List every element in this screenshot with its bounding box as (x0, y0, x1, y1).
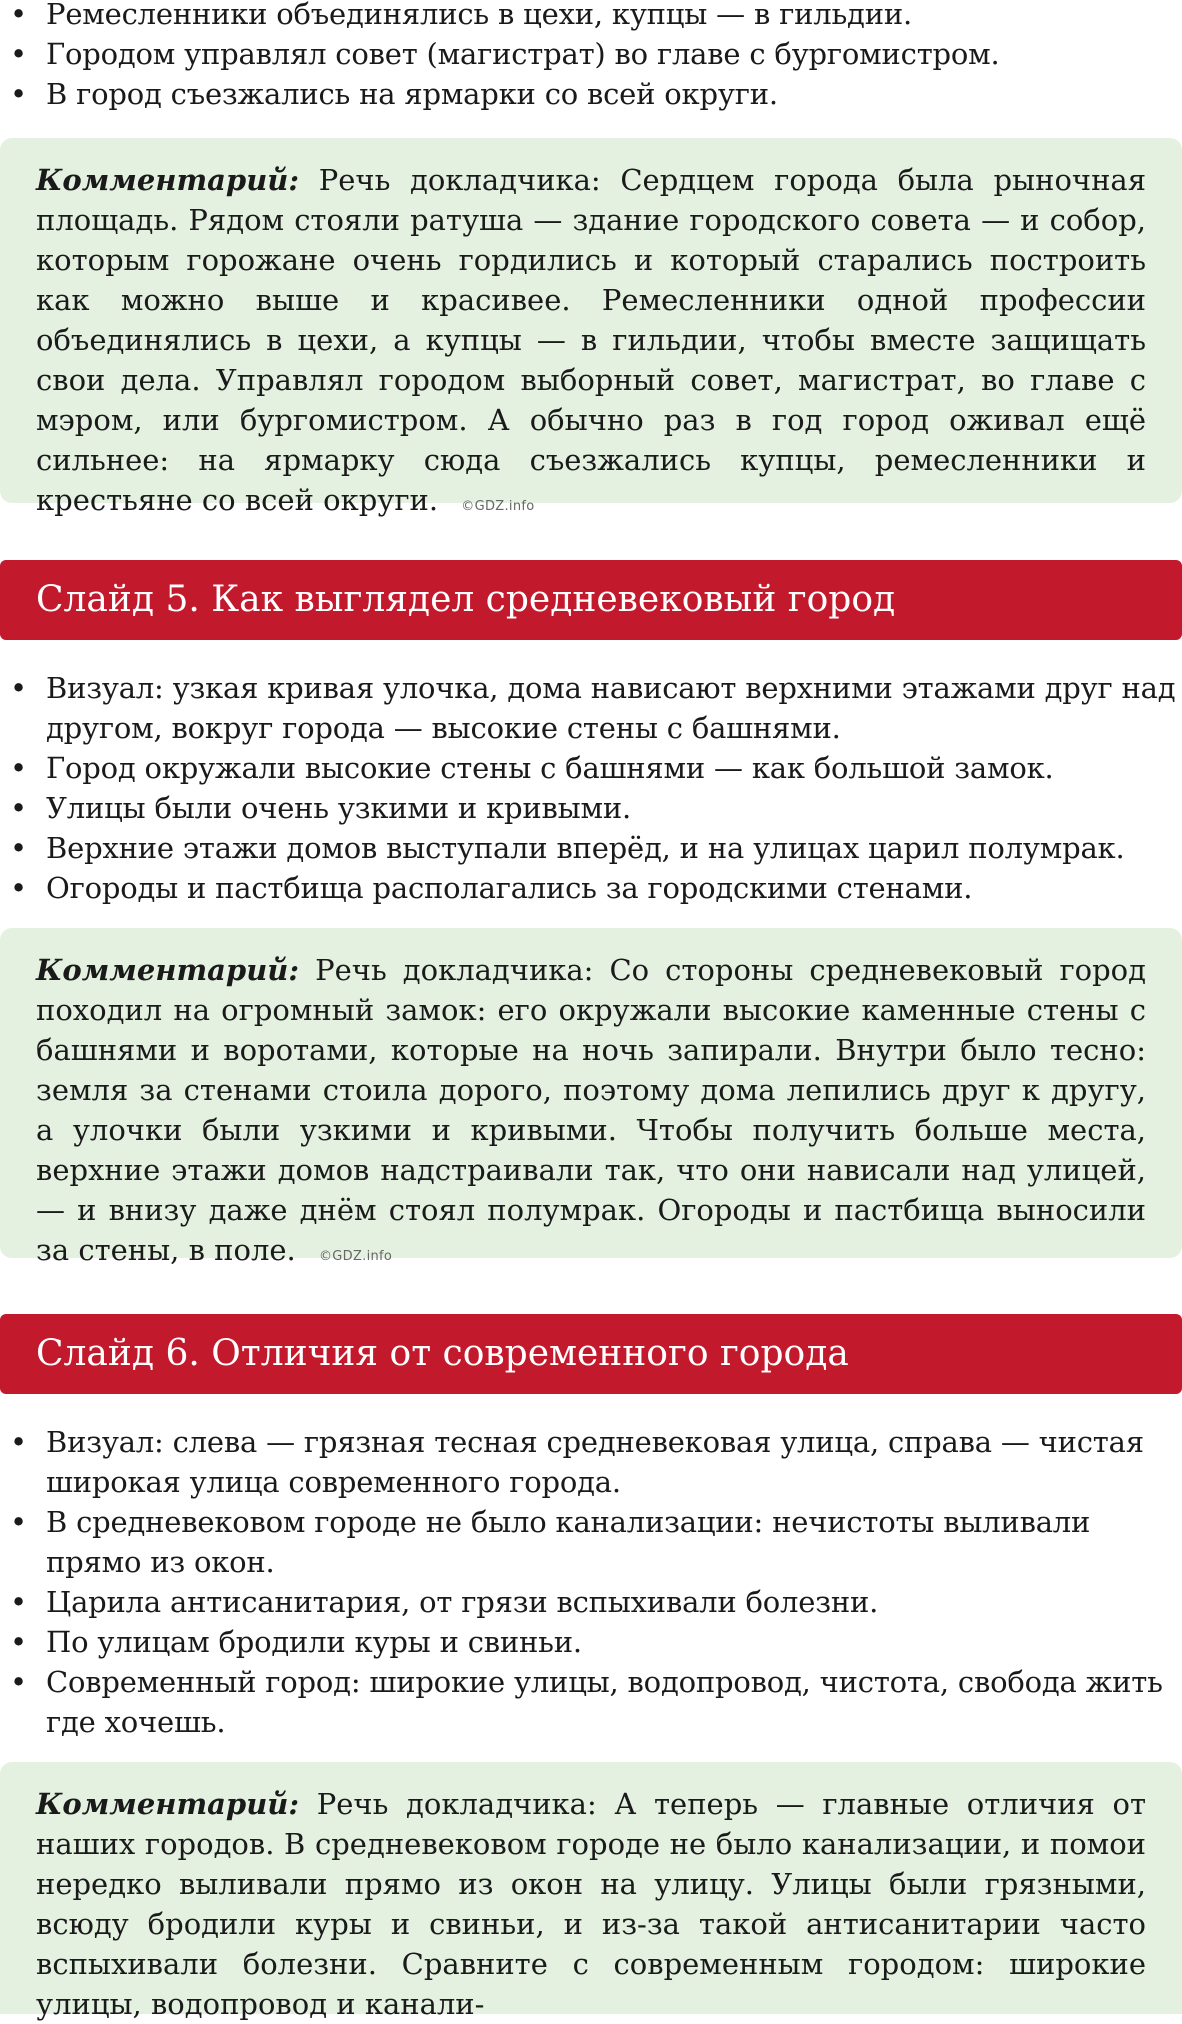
comment-text: Речь докладчика: А теперь — главные отличия от наших городов. В средневековом городе не было канализации, и помои нередко выливали прямо из окон на улицу. Улицы были грязными, всюду бродили куры и свиньи, и из-за такой антисанитарии часто вспыхивали болезни. Сравните с современным городом: широкие улицы, водопровод и канали- (36, 1787, 1146, 2021)
list-item: • Ремесленники объединялись в цехи, купцы — в гильдии. (10, 0, 912, 31)
slide-5-title: Слайд 5. Как выглядел средневековый город (0, 560, 1182, 640)
list-item: • Визуал: слева — грязная тесная средневековая улица, справа — чистая широкая улица современного города. (10, 1425, 1144, 1499)
list-item: • Визуал: узкая кривая улочка, дома нависают верхними этажами друг над другом, вокруг города — высокие стены с башнями. (10, 671, 1176, 745)
comment-box-slide-5 (0, 928, 1182, 1267)
watermark: ©GDZ.info (461, 499, 535, 514)
comment-label: Комментарий: (36, 953, 300, 987)
watermark: ©GDZ.info (318, 1249, 393, 1264)
list-item: • Улицы были очень узкими и кривыми. (10, 791, 632, 825)
bullet-list-slide-5 (0, 668, 1182, 908)
comment-text: Речь докладчика: Сердцем города была рыночная площадь. Рядом стояли ратуша — здание городского совета — и собор, которым горожане очень гордились и который старались построить как можно выше и красивее. Ремесленники одной профессии объединялись в цехи, а купцы — в гильдии, чтобы вместе защищать свои дела. Управлял городом выборный совет, магистрат, во главе с мэром, или бургомистром. А обычно раз в год город оживал ещё сильнее: на ярмарку сюда съезжались купцы, ремесленники и крестьяне со всей округи. (36, 163, 1146, 517)
list-item: • Современный город: широкие улицы, водопровод, чистота, свобода жить где хочешь. (10, 1665, 1163, 1739)
comment-label: Комментарий: (36, 163, 300, 197)
list-item: • Город окружали высокие стены с башнями — как большой замок. (10, 751, 1054, 785)
comment-text: Речь докладчика: Со стороны средневековый город походил на огромный замок: его окружали высокие каменные стены с башнями и воротами, которые на ночь запирали. Внутри было тесно: земля за стенами стоила дорого, поэтому дома лепились друг к другу, а улочки были узкими и кривыми. Чтобы получить больше места, верхние этажи домов надстраивали так, что они нависали над улицей, — и внизу даже днём стоял полумрак. Огороды и пастбища выносили за стены, в поле. (36, 953, 1146, 1267)
list-item: • Городом управлял совет (магистрат) во главе с бургомистром. (10, 37, 1000, 71)
bullet-list-slide-6 (0, 1422, 1182, 1742)
list-item: • Царила антисанитария, от грязи вспыхивали болезни. (10, 1585, 879, 1619)
list-item: • В город съезжались на ярмарки со всей округи. (10, 77, 778, 111)
list-item: • По улицам бродили куры и свиньи. (10, 1625, 582, 1659)
slide-6-title: Слайд 6. Отличия от современного города (0, 1314, 1182, 1394)
list-item: • Огороды и пастбища располагались за городскими стенами. (10, 871, 973, 905)
list-item: • Верхние этажи домов выступали вперёд, и на улицах царил полумрак. (10, 831, 1125, 865)
list-item: • В средневековом городе не было канализации: нечистоты выливали прямо из окон. (10, 1505, 1091, 1579)
bullet-list-top (0, 0, 1182, 114)
comment-box-top (0, 138, 1182, 517)
comment-box-slide-6 (0, 1762, 1182, 2021)
comment-label: Комментарий: (36, 1787, 300, 1821)
